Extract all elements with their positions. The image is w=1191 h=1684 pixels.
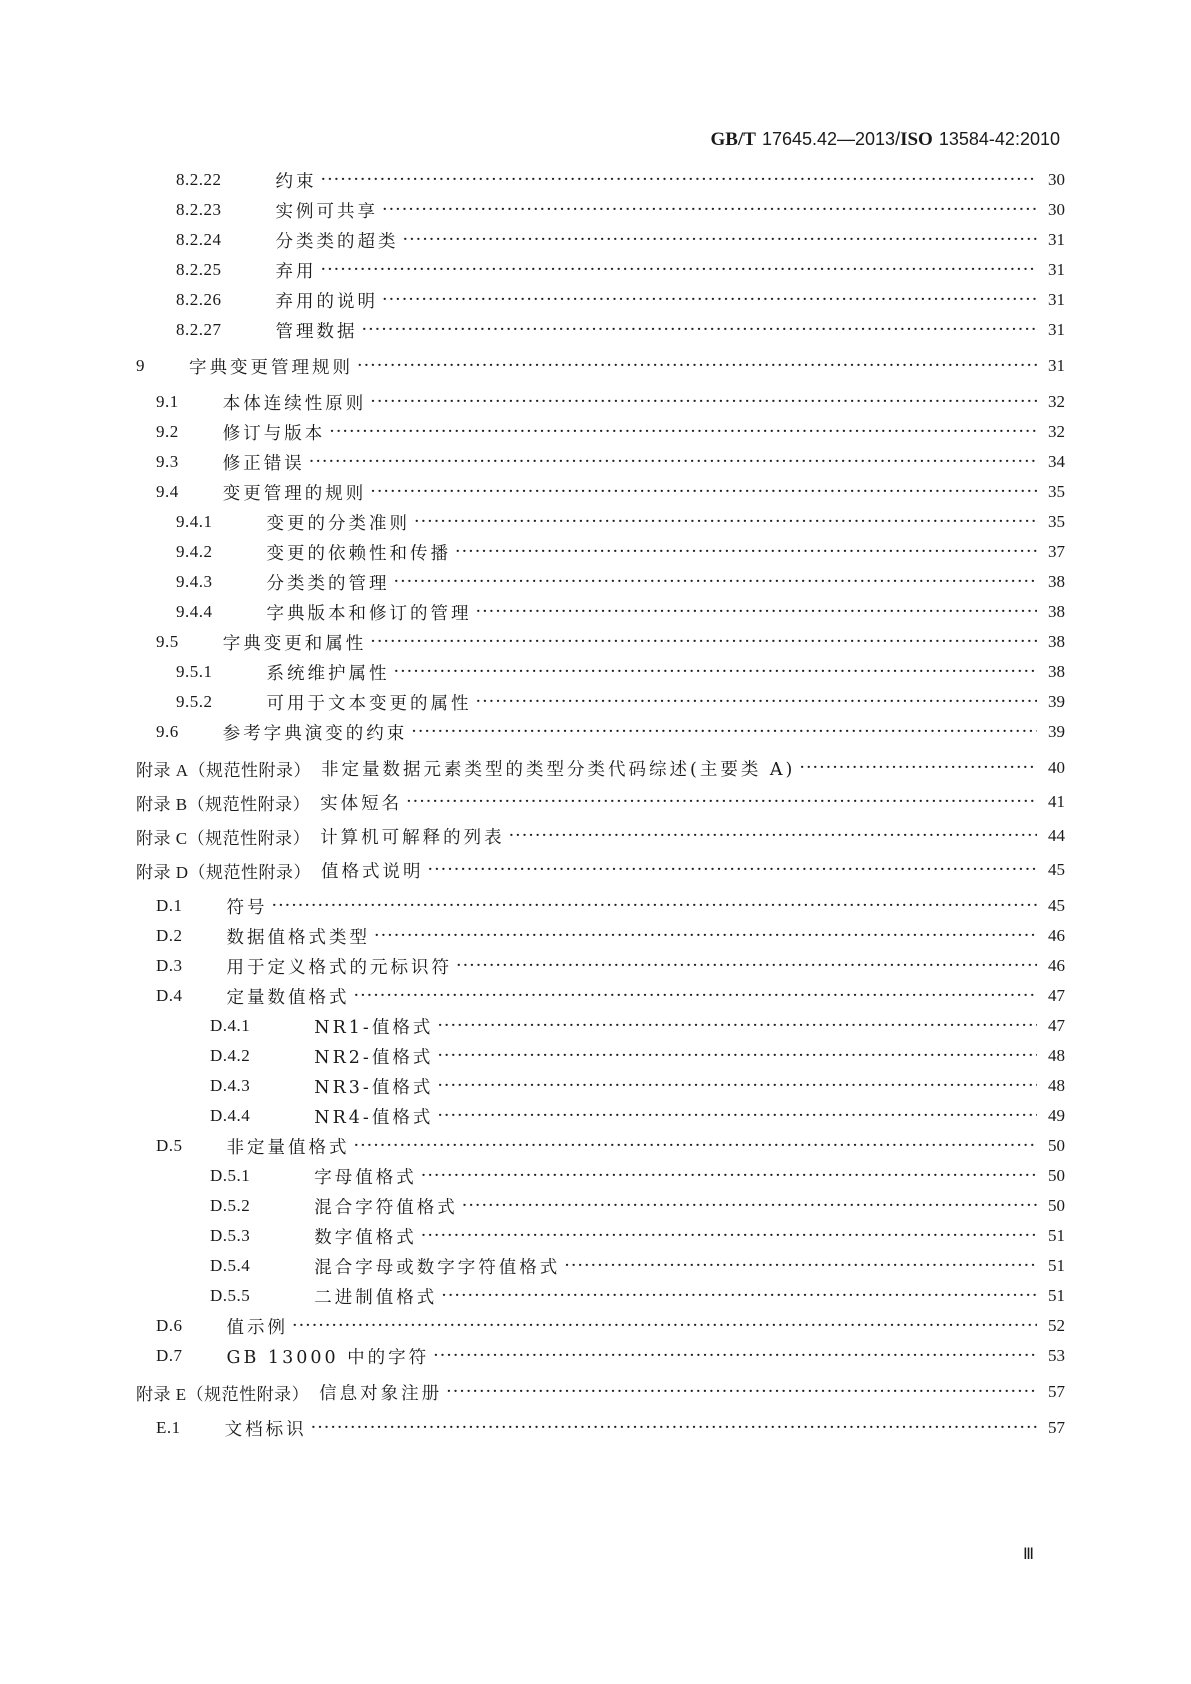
dot-leader [394,662,1038,682]
toc-entry-title: GB 13000 中的字符 [226,1347,430,1368]
toc-entry[interactable] [0,256,1191,284]
toc-entry-title: 实体短名 [320,793,403,814]
toc-entry-page: 50 [1048,1196,1065,1215]
dot-leader [799,758,1037,778]
toc-entry[interactable] [0,1312,1191,1340]
toc-entry-title: 值示例 [226,1317,289,1338]
standard-code-gb: GB/T [710,129,756,150]
dot-leader [354,986,1037,1006]
toc-entry-page: 38 [1048,662,1065,681]
toc-entry[interactable] [0,352,1191,380]
toc-entry-number: 9.1 [156,392,179,411]
dot-leader [329,422,1037,442]
dot-leader [476,602,1038,622]
toc-entry-page: 31 [1048,356,1065,375]
toc-entry-page: 35 [1048,512,1065,531]
dot-leader [406,792,1037,812]
toc-entry-page: 48 [1048,1046,1065,1065]
toc-entry[interactable] [0,1222,1191,1250]
dot-leader [370,392,1037,412]
toc-entry-title: 用于定义格式的元标识符 [226,957,453,978]
toc-entry-title: 变更管理的规则 [222,483,367,504]
dot-leader [437,1106,1037,1126]
toc-entry-page: 31 [1048,260,1065,279]
toc-entry[interactable] [0,688,1191,716]
toc-entry-title: 混合字母或数字字符值格式 [314,1257,561,1278]
dot-leader [403,230,1038,250]
dot-leader [370,632,1037,652]
toc-entry[interactable] [0,1282,1191,1310]
toc-entry-page: 31 [1048,290,1065,309]
toc-entry-page: 39 [1048,722,1065,741]
dot-leader [321,260,1038,280]
toc-entry-number: 8.2.25 [176,260,222,279]
toc-entry-number: D.4 [156,986,183,1005]
dot-leader [421,1226,1037,1246]
toc-entry-page: 47 [1048,986,1065,1005]
dot-leader [272,896,1037,916]
dot-leader [462,1196,1037,1216]
toc-entry-title: 变更的分类准则 [266,513,410,534]
dot-leader [357,356,1037,376]
toc-entry[interactable] [0,448,1191,476]
dot-leader [509,826,1037,846]
toc-entry-title: 参考字典演变的约束 [222,723,408,744]
toc-entry-title: 管理数据 [275,321,358,342]
toc-entry-title: 约束 [275,171,317,192]
dot-leader [309,452,1037,472]
toc-entry-page: 57 [1048,1382,1065,1401]
toc-entry-number: 9.5 [156,632,179,651]
toc-entry-number: 9.5.1 [176,662,213,681]
toc-entry-page: 32 [1048,392,1065,411]
toc-entry-title: NR3-值格式 [314,1077,434,1098]
toc-entry-number: 附录 C（规范性附录） [136,828,311,848]
toc-entry-title: NR4-值格式 [314,1107,434,1128]
dot-leader [433,1346,1037,1366]
dot-leader [456,956,1037,976]
toc-entry-page: 37 [1048,542,1065,561]
dot-leader [446,1382,1037,1402]
dot-leader [311,1418,1037,1438]
toc-entry-title: NR2-值格式 [314,1047,434,1068]
toc-entry-title: NR1-值格式 [314,1017,434,1038]
dot-leader [437,1016,1037,1036]
toc-entry-title: 本体连续性原则 [222,393,367,414]
standard-code-iso: ISO [900,129,933,150]
toc-entry-title: 变更的依赖性和传播 [266,543,451,564]
toc-entry-page: 31 [1048,320,1065,339]
toc-entry[interactable] [0,658,1191,686]
toc-entry[interactable] [0,822,1191,850]
toc-entry-number: D.5.2 [210,1196,251,1215]
toc-entry-title: 字母值格式 [314,1167,417,1188]
toc-entry[interactable] [0,1378,1191,1406]
toc-entry-page: 45 [1048,896,1065,915]
toc-entry[interactable] [0,538,1191,566]
dot-leader [564,1256,1037,1276]
dot-leader [428,860,1037,880]
toc-entry-title: 值格式说明 [321,861,424,882]
toc-entry[interactable] [0,568,1191,596]
toc-entry-title: 数据值格式类型 [226,927,371,948]
dot-leader [414,512,1037,532]
toc-entry-title: 定量数值格式 [226,987,350,1008]
toc-entry-number: D.5.3 [210,1226,251,1245]
toc-entry-page: 51 [1048,1226,1065,1245]
toc-entry-page: 46 [1048,956,1065,975]
toc-entry-number: D.2 [156,926,183,945]
standard-code-number: 17645.42—2013/ [761,129,901,149]
toc-entry-number: D.5.4 [210,1256,251,1275]
toc-entry[interactable] [0,598,1191,626]
toc-entry[interactable] [0,856,1191,884]
toc-entry-page: 51 [1048,1286,1065,1305]
dot-leader [421,1166,1037,1186]
toc-entry-page: 50 [1048,1166,1065,1185]
toc-entry[interactable] [0,478,1191,506]
toc-entry-number: D.5.1 [210,1166,251,1185]
toc-entry-number: D.1 [156,896,183,915]
dot-leader [382,290,1037,310]
dot-leader [476,692,1038,712]
toc-entry-number: 8.2.24 [176,230,222,249]
toc-entry[interactable] [0,316,1191,344]
toc-entry-page: 40 [1048,758,1065,777]
toc-entry-title: 字典变更和属性 [222,633,367,654]
toc-entry-number: E.1 [156,1418,181,1437]
dot-leader [374,926,1037,946]
toc-entry-page: 45 [1048,860,1065,879]
toc-entry-title: 弃用 [275,261,317,282]
toc-entry-number: D.3 [156,956,183,975]
toc-entry-page: 39 [1048,692,1065,711]
toc-entry[interactable] [0,1192,1191,1220]
toc-entry-number: D.7 [156,1346,183,1365]
toc-entry-page: 38 [1048,602,1065,621]
toc-entry-page: 34 [1048,452,1065,471]
toc-entry-title: 非定量数据元素类型的类型分类代码综述(主要类 A) [321,759,796,780]
toc-entry-title: 可用于文本变更的属性 [266,693,472,714]
toc-entry-title: 混合字符值格式 [314,1197,458,1218]
dot-leader [455,542,1037,562]
toc-entry-title: 文档标识 [224,1419,307,1440]
toc-entry-title: 非定量值格式 [226,1137,350,1158]
toc-entry-page: 30 [1048,200,1065,219]
toc-entry[interactable] [0,286,1191,314]
toc-entry-number: 9.3 [156,452,179,471]
toc-entry-page: 52 [1048,1316,1065,1335]
toc-entry[interactable] [0,1102,1191,1130]
toc-entry[interactable] [0,196,1191,224]
toc-entry-page: 32 [1048,422,1065,441]
toc-entry-number: 9.4.3 [176,572,213,591]
toc-entry-number: 9.4.2 [176,542,213,561]
toc-entry-title: 实例可共享 [275,201,378,222]
toc-entry[interactable] [0,1252,1191,1280]
dot-leader [411,722,1037,742]
dot-leader [394,572,1038,592]
toc-entry[interactable] [0,628,1191,656]
toc-entry-number: D.6 [156,1316,183,1335]
dot-leader [354,1136,1037,1156]
toc-entry-page: 48 [1048,1076,1065,1095]
toc-entry-page: 38 [1048,632,1065,651]
toc-entry-page: 38 [1048,572,1065,591]
toc-entry-title: 数字值格式 [314,1227,417,1248]
toc-entry-number: 9.6 [156,722,179,741]
toc-entry-number: D.4.2 [210,1046,251,1065]
toc-entry-number: D.4.4 [210,1106,251,1125]
toc-entry-number: 8.2.27 [176,320,222,339]
toc-entry-number: D.5 [156,1136,183,1155]
dot-leader [321,170,1038,190]
toc-entry-title: 计算机可解释的列表 [320,827,505,848]
dot-leader [292,1316,1037,1336]
toc-entry[interactable] [0,1342,1191,1370]
toc-entry-page: 46 [1048,926,1065,945]
toc-entry[interactable] [0,922,1191,950]
toc-entry[interactable] [0,508,1191,536]
dot-leader [437,1076,1037,1096]
toc-entry[interactable] [0,952,1191,980]
toc-entry-page: 31 [1048,230,1065,249]
toc-entry-title: 修订与版本 [222,423,326,444]
toc-entry-page: 50 [1048,1136,1065,1155]
dot-leader [441,1286,1037,1306]
toc-entry-page: 51 [1048,1256,1065,1275]
toc-entry[interactable] [0,892,1191,920]
toc-entry-number: 8.2.23 [176,200,222,219]
toc-entry-title: 字典变更管理规则 [189,357,353,378]
toc-entry-page: 53 [1048,1346,1065,1365]
toc-entry-title: 二进制值格式 [314,1287,438,1308]
toc-entry[interactable] [0,226,1191,254]
toc-entry-number: D.5.5 [210,1286,251,1305]
page-number: Ⅲ [1023,1546,1035,1563]
toc-entry[interactable] [0,1042,1191,1070]
toc-entry[interactable] [0,754,1191,782]
toc-entry-title: 符号 [226,897,268,918]
toc-entry-page: 35 [1048,482,1065,501]
dot-leader [437,1046,1037,1066]
toc-entry-page: 49 [1048,1106,1065,1125]
toc-entry-title: 分类类的管理 [266,573,390,594]
toc-entry-number: 附录 E（规范性附录） [136,1384,310,1404]
toc-entry-number: D.4.1 [210,1016,251,1035]
toc-entry-page: 44 [1048,826,1065,845]
toc-entry-title: 字典版本和修订的管理 [266,603,472,624]
toc-entry-number: 8.2.26 [176,290,222,309]
toc-entry-title: 信息对象注册 [319,1383,443,1404]
toc-entry[interactable] [0,388,1191,416]
toc-entry[interactable] [0,1072,1191,1100]
toc-entry-page: 30 [1048,170,1065,189]
toc-entry-title: 分类类的超类 [275,231,399,252]
dot-leader [370,482,1037,502]
toc-entry-page: 57 [1048,1418,1065,1437]
toc-entry[interactable] [0,1162,1191,1190]
toc-entry-number: 9 [136,356,145,375]
toc-entry-page: 47 [1048,1016,1065,1035]
toc-entry-number: 9.4 [156,482,179,501]
toc-entry-number: 附录 D（规范性附录） [136,862,312,882]
toc-entry-number: 9.4.1 [176,512,213,531]
toc-entry-number: D.4.3 [210,1076,251,1095]
toc-entry[interactable] [0,1012,1191,1040]
standard-code-iso-number: 13584-42:2010 [938,129,1060,149]
toc-entry-number: 9.4.4 [176,602,213,621]
toc-entry[interactable] [0,982,1191,1010]
toc-entry-title: 修正错误 [222,453,305,474]
dot-leader [362,320,1038,340]
toc-entry[interactable] [0,788,1191,816]
toc-entry[interactable] [0,166,1191,194]
toc-entry[interactable] [0,1414,1191,1442]
dot-leader [382,200,1037,220]
toc-entry-page: 41 [1048,792,1065,811]
toc-entry[interactable] [0,418,1191,446]
toc-entry-title: 系统维护属性 [266,663,390,684]
toc-entry-number: 附录 A（规范性附录） [136,760,312,780]
toc-entry[interactable] [0,1132,1191,1160]
toc-entry-title: 弃用的说明 [275,291,378,312]
toc-entry[interactable] [0,718,1191,746]
toc-entry-number: 9.5.2 [176,692,213,711]
toc-entry-number: 8.2.22 [176,170,222,189]
toc-entry-number: 9.2 [156,422,179,441]
toc-entry-number: 附录 B（规范性附录） [136,794,311,814]
